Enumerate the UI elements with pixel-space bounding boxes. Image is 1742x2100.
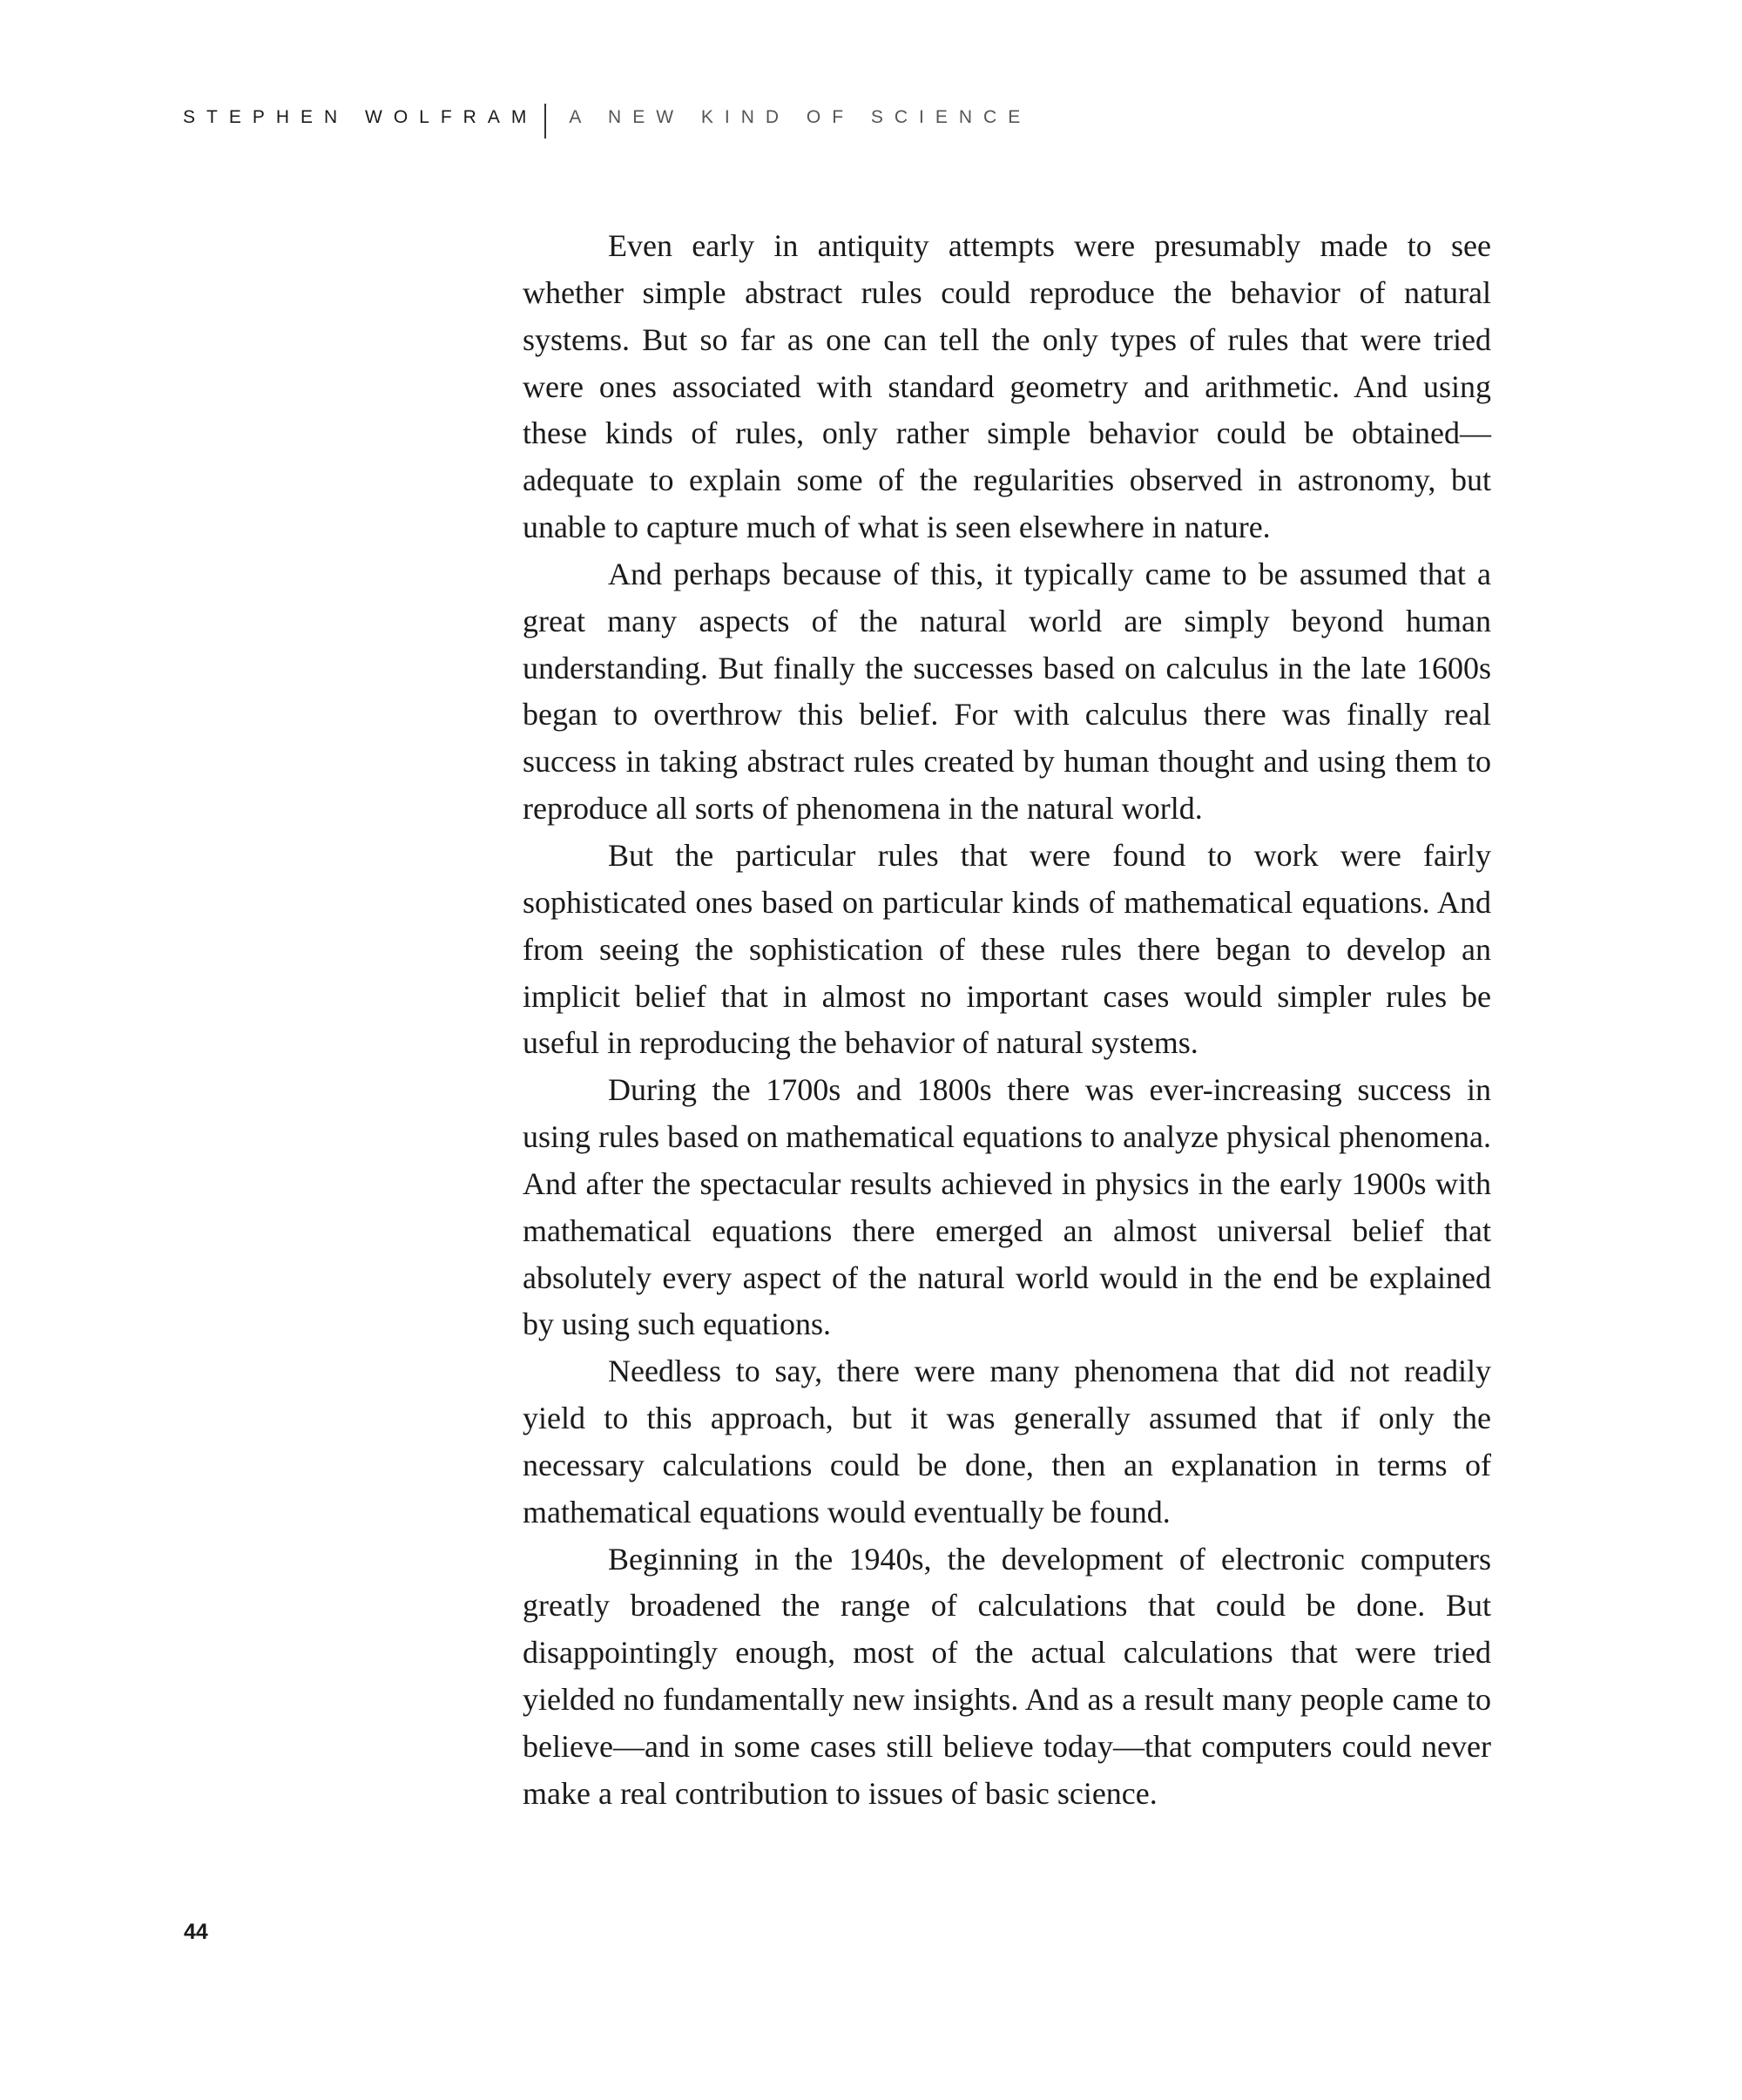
paragraph-needless-to-say: Needless to say, there were many phenomena that did not readily yield to this approach, but it was generally assumed that if only the necessary calculations could be done, then an explanation in terms of mathematical equations would eventually be found. bbox=[523, 1354, 1491, 1529]
author-name: STEPHEN WOLFRAM bbox=[183, 107, 538, 127]
book-title: A NEW KIND OF SCIENCE bbox=[569, 107, 1032, 127]
page-number: 44 bbox=[184, 1920, 208, 1944]
body-text bbox=[523, 223, 1491, 1818]
running-head bbox=[183, 98, 1031, 138]
paragraph-calculus: And perhaps because of this, it typically came to be assumed that a great many aspects of the natural world are simply beyond human understanding. But finally the successes based on calculus in the late 1600s began to overthrow this belief. For with calculus there was finally real success in taking abstract rules created by human thought and using them to reproduce all sorts of phenomena in the natural world. bbox=[523, 556, 1491, 827]
paragraph-computers: Beginning in the 1940s, the development of electronic computers greatly broadened the range of calculations that could be done. But disappointingly enough, most of the actual calculations that were tried yielded no fundamentally new insights. And as a result many people came to believe—and in some cases still believe today—that computers could never make a real contribution to issues of basic science. bbox=[523, 1541, 1491, 1811]
header-divider bbox=[544, 104, 546, 138]
paragraph-1700s-1800s: During the 1700s and 1800s there was ever-increasing success in using rules based on mathematical equations to analyze physical phenomena. And after the spectacular results achieved in physics in the early 1900s with mathematical equations there emerged an almost universal belief that absolutely every aspect of the natural world would in the end be explained by using such equations. bbox=[523, 1072, 1491, 1342]
paragraph-sophisticated-rules: But the particular rules that were found to work were fairly sophisticated ones based on particular kinds of mathematical equations. And from seeing the sophistication of these rules there began to develop an implicit belief that in almost no important cases would simpler rules be useful in reproducing the behavior of natural systems. bbox=[523, 837, 1491, 1061]
paragraph-antiquity: Even early in antiquity attempts were presumably made to see whether simple abstract rules could reproduce the behavior of natural systems. But so far as one can tell the only types of rules that were tried were ones associated with standard geometry and arithmetic. And using these kinds of rules, only rather simple behavior could be obtained— adequate to explain some of the regularities observed in astronomy, but unable to capture much of what is seen elsewhere in nature. bbox=[523, 228, 1491, 545]
